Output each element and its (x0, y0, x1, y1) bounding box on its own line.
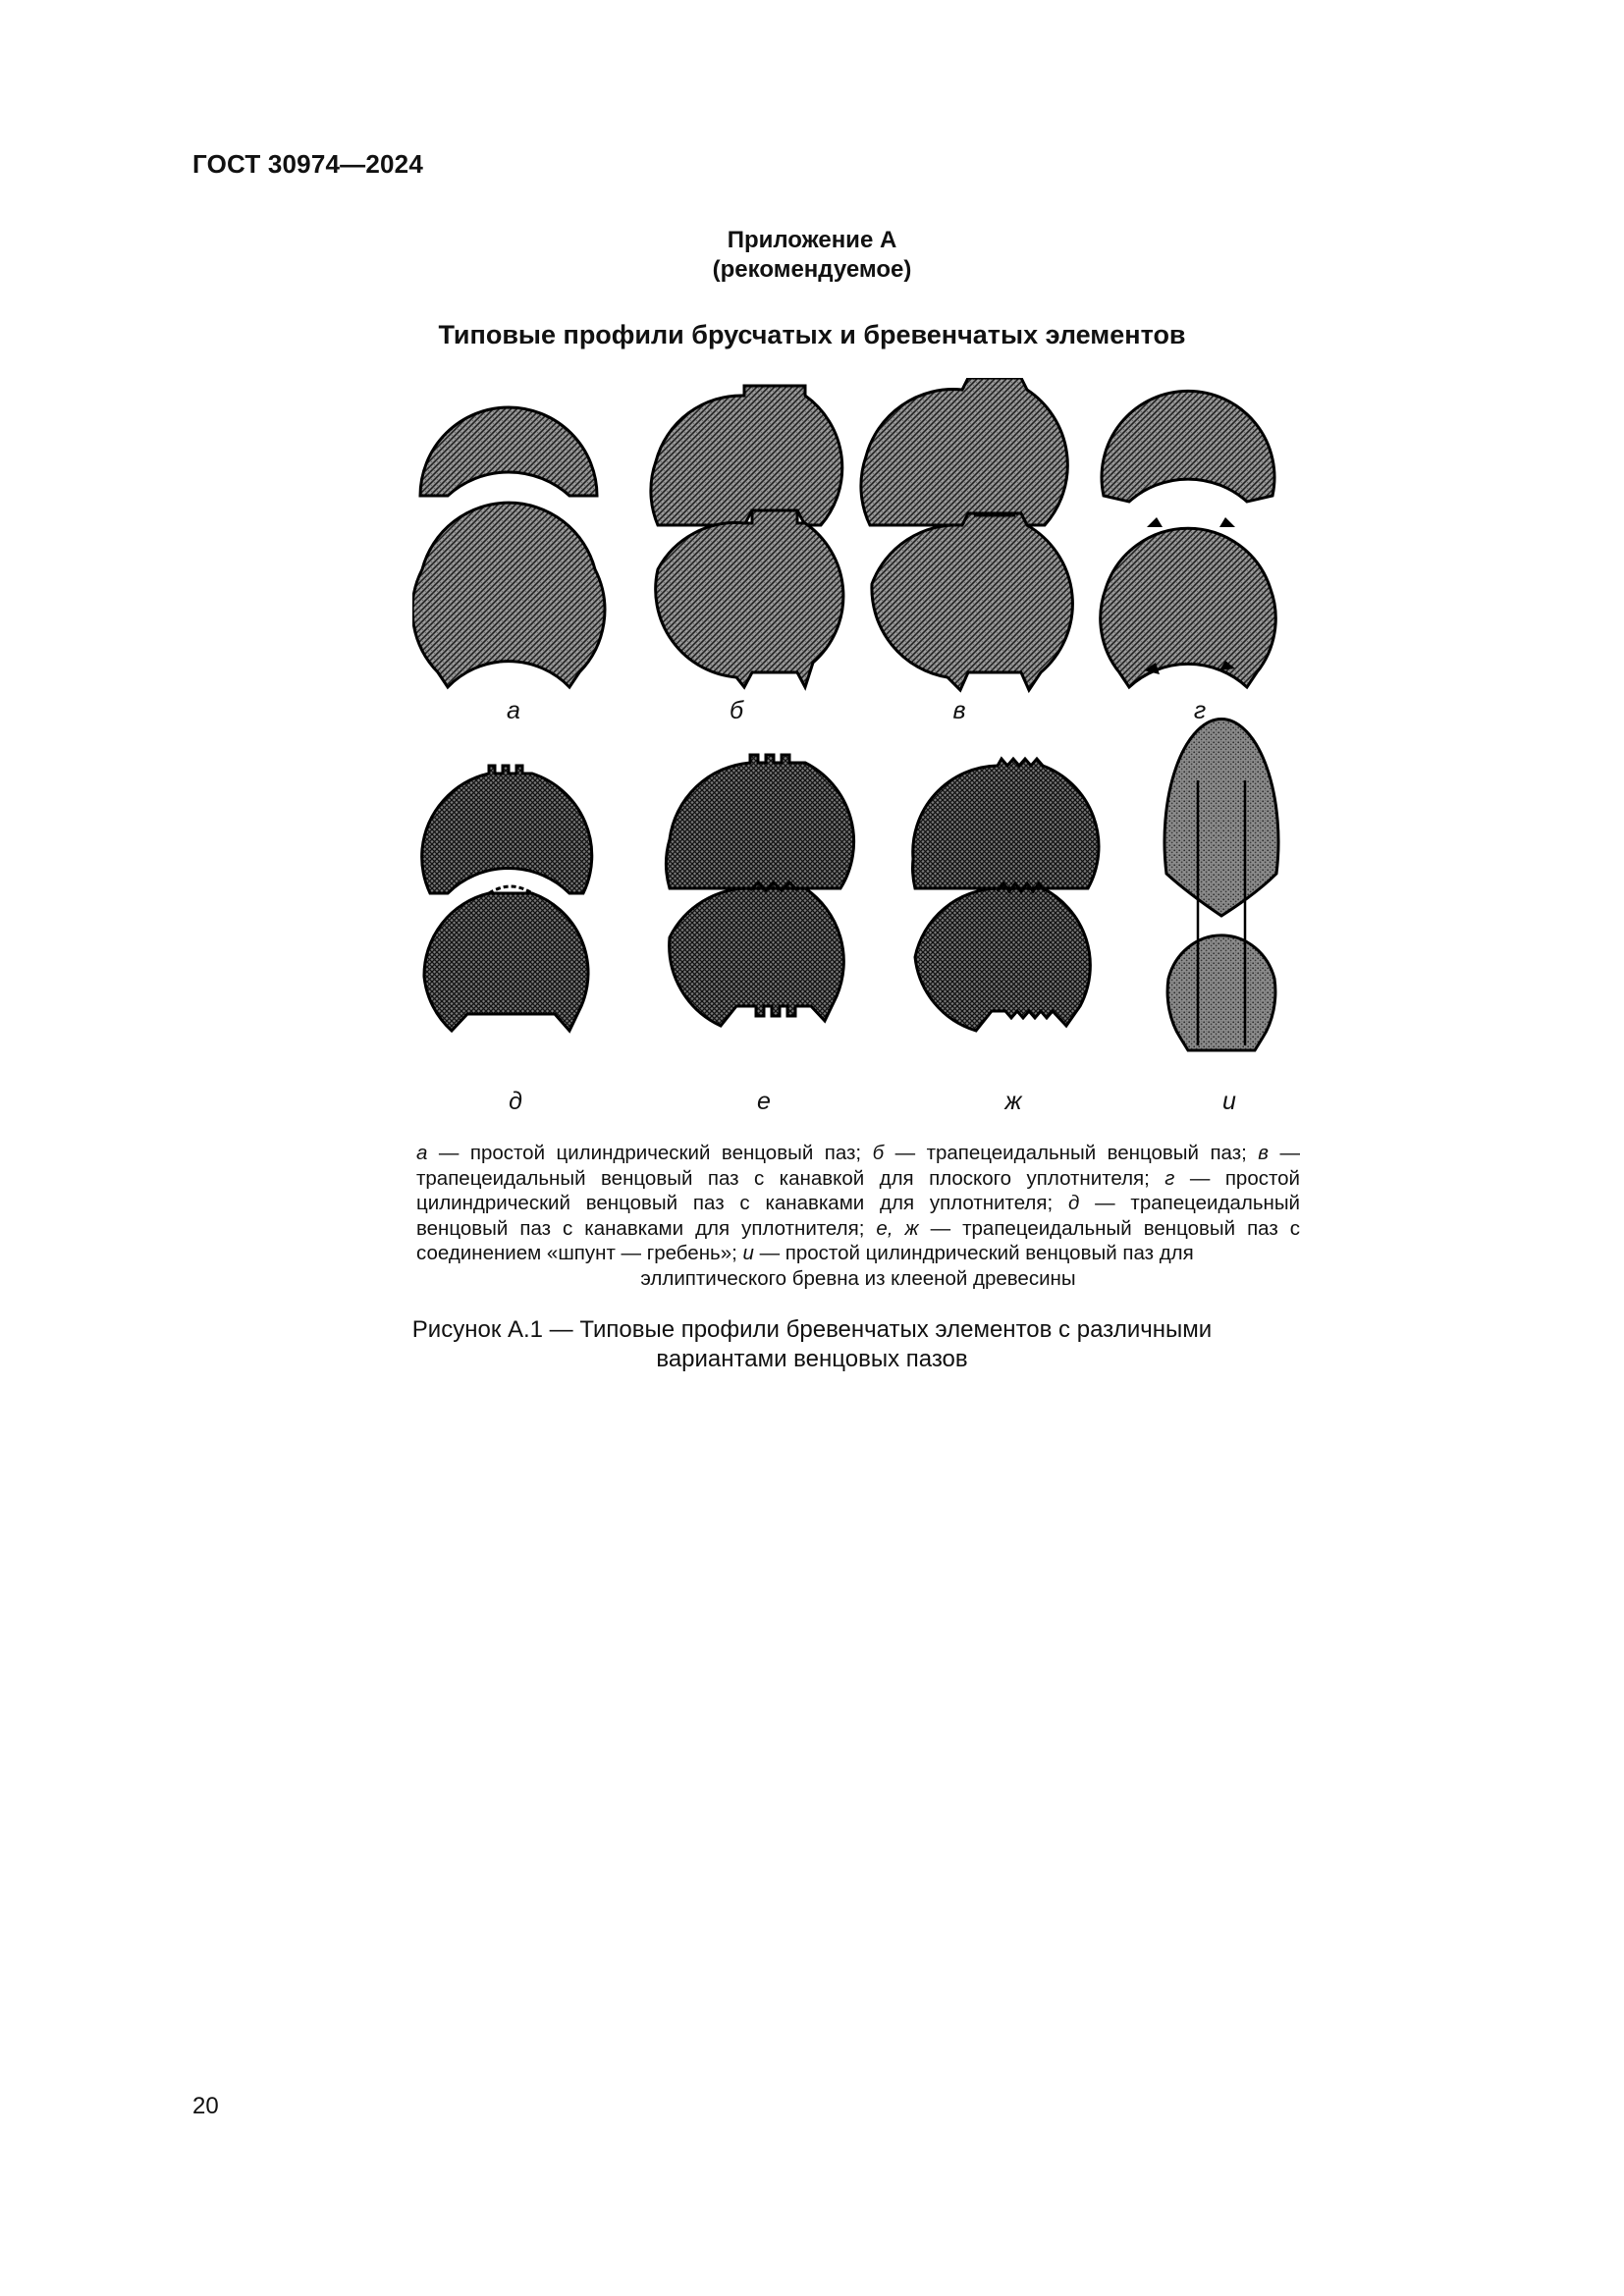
figure-log-profiles (412, 378, 1296, 1124)
caption-line-2: вариантами венцовых пазов (656, 1346, 968, 1372)
appendix-status: (рекомендуемое) (712, 256, 912, 283)
label-g: г (1193, 697, 1207, 724)
label-v: в (952, 697, 966, 724)
legend-key-a: а (416, 1142, 428, 1164)
profile-zh (913, 759, 1100, 1031)
legend-key-g: г (1164, 1166, 1175, 1190)
profile-v (861, 378, 1072, 690)
section-title: Типовые профили брусчатых и бревенчатых элементов (438, 320, 1186, 349)
legend-key-b: б (872, 1142, 885, 1164)
legend-text-b: — трапецеидальный венцовый паз; (884, 1142, 1259, 1164)
legend-text-g: — простой цилиндрический венцовый паз с канавками для уплотнителя; (416, 1166, 1300, 1215)
label-i: и (1222, 1088, 1236, 1115)
legend-text-e-zh: — трапецеидальный венцовый паз с соединением «шпунт — гребень»; (416, 1216, 1300, 1265)
legend-text-a: — простой цилиндрический венцовый паз; (427, 1142, 873, 1164)
legend-key-i: и (742, 1242, 754, 1265)
legend-text-d: — трапецеидальный венцовый паз с канавками для уплотнителя; (416, 1192, 1301, 1240)
profile-e (666, 755, 853, 1026)
legend-key-d: д (1067, 1192, 1080, 1215)
legend-text-v: — трапецеидальный венцовый паз с канавкой для плоского уплотнителя; (416, 1142, 1300, 1190)
profile-a (412, 407, 605, 687)
legend-last-line: эллиптического бревна из клееной древесины (640, 1266, 1076, 1290)
log-profiles-drawing (412, 378, 1296, 1124)
legend-text-i: — простой цилиндрический венцовый паз для (753, 1242, 1194, 1265)
legend-key-e-zh: е, ж (876, 1216, 919, 1240)
document-code: ГОСТ 30974—2024 (192, 149, 423, 179)
legend-body (416, 1141, 1300, 1266)
label-b: б (729, 697, 744, 724)
label-a: а (507, 697, 520, 724)
legend-key-v: в (1258, 1142, 1269, 1164)
profile-b (651, 386, 843, 687)
profile-g (1101, 391, 1276, 687)
label-e: е (757, 1088, 771, 1115)
profile-d (422, 766, 592, 1031)
appendix-heading (0, 226, 1624, 285)
label-zh: ж (1004, 1088, 1022, 1115)
caption-line-1: Рисунок А.1 — Типовые профили бревенчатых элементов с различными (411, 1316, 1213, 1343)
figure-caption (0, 1315, 1624, 1374)
page-number: 20 (192, 2093, 219, 2119)
appendix-title: Приложение А (727, 227, 897, 253)
label-d: д (509, 1088, 522, 1115)
profile-i (1164, 719, 1278, 1050)
figure-legend (416, 1141, 1300, 1292)
